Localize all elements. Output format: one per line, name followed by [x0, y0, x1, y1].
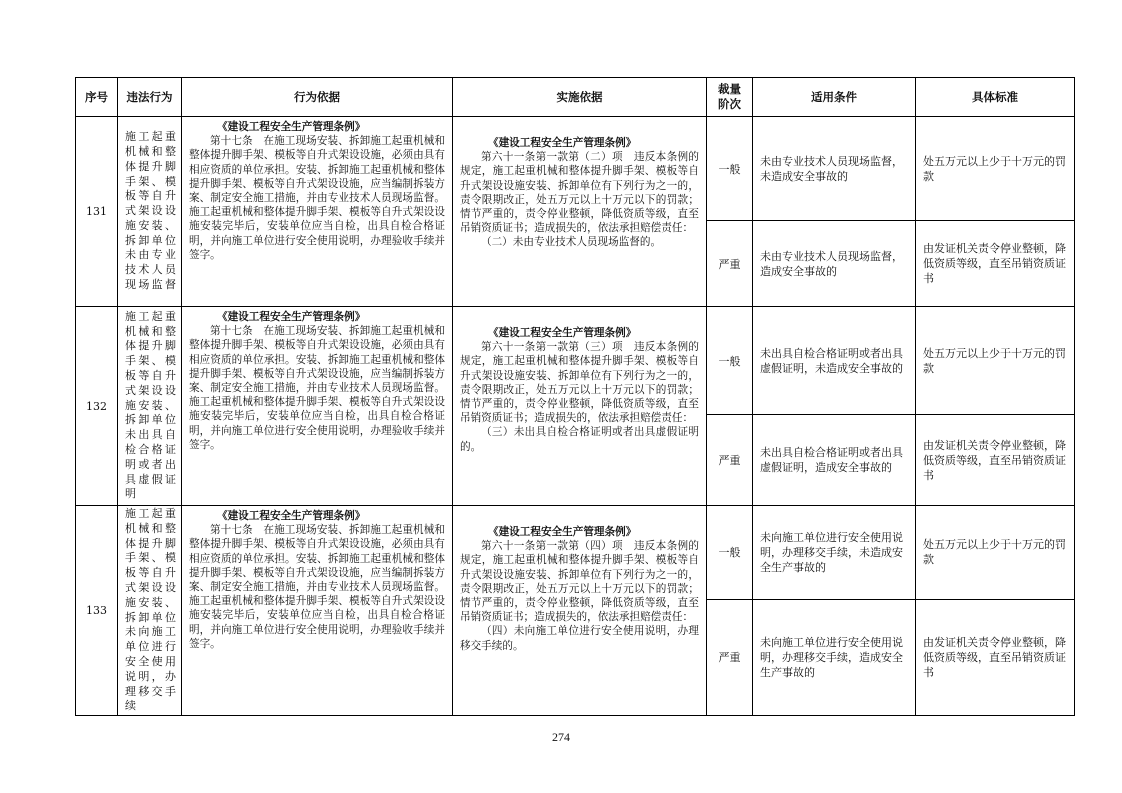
serious-std: 由发证机关责令停业整顿，降低资质等级，直至吊销资质证书 [916, 221, 1075, 307]
basis-law-title: 《建设工程安全生产管理条例》 [217, 311, 366, 323]
basis-law-title: 《建设工程安全生产管理条例》 [217, 121, 366, 133]
general-cond: 未由专业技术人员现场监督，未造成安全事故的 [753, 117, 916, 221]
table-row [76, 307, 1075, 415]
general-std: 处五万元以上少于十万元的罚款 [916, 506, 1075, 600]
header-std: 具体标准 [916, 78, 1075, 117]
general-std: 处五万元以上少于十万元的罚款 [916, 117, 1075, 221]
basis-law-title: 《建设工程安全生产管理条例》 [217, 510, 366, 522]
header-level: 裁量阶次 [707, 78, 753, 117]
basis-text: 第十七条 在施工现场安装、拆卸施工起重机械和整体提升脚手架、模板等自升式架设设施，必须由具有相应资质的单位承担。安装、拆卸施工起重机械和整体提升脚手架、模板等自升式架设设施，应当编制拆装方案、制定安全施工措施，并由专业技术人员现场监督。施工起重机械和整体提升脚手架、模板等自升式架设设施安装完毕后，安装单位应当自检，出具自检合格证明，并向施工单位进行安全使用说明，办理验收手续并签字。 [189, 135, 445, 261]
serious-level: 严重 [707, 221, 753, 307]
row-basis [182, 117, 453, 307]
header-impl: 实施依据 [453, 78, 707, 117]
serious-std: 由发证机关责令停业整顿，降低资质等级，直至吊销资质证书 [916, 599, 1075, 715]
basis-text: 第十七条 在施工现场安装、拆卸施工起重机械和整体提升脚手架、模板等自升式架设设施，必须由具有相应资质的单位承担。安装、拆卸施工起重机械和整体提升脚手架、模板等自升式架设设施，应当编制拆装方案、制定安全施工措施，并由专业技术人员现场监督。施工起重机械和整体提升脚手架、模板等自升式架设设施安装完毕后，安装单位应当自检，出具自检合格证明，并向施工单位进行安全使用说明，办理验收手续并签字。 [189, 325, 445, 451]
impl-text: 第六十一条第一款第（三）项 违反本条例的规定，施工起重机械和整体提升脚手架、模板等自升式架设设施安装、拆卸单位有下列行为之一的，责令限期改正，处五万元以上十万元以下的罚款；情节严重的，责令停业整顿，降低资质等级，直至吊销资质证书；造成损失的，依法承担赔偿责任： [460, 341, 699, 425]
penalty-table [75, 77, 1075, 716]
header-basis: 行为依据 [182, 78, 453, 117]
row-act: 施工起重机械和整体提升脚手架、模板等自升式架设设施安装、拆卸单位未向施工单位进行安全使用说明，办理移交手续 [118, 506, 182, 716]
header-cond: 适用条件 [753, 78, 916, 117]
serious-std: 由发证机关责令停业整顿，降低资质等级，直至吊销资质证书 [916, 415, 1075, 506]
impl-law-title: 《建设工程安全生产管理条例》 [488, 526, 637, 538]
page-number: 274 [552, 730, 570, 744]
row-seq: 131 [76, 117, 118, 307]
row-impl [453, 117, 707, 307]
row-act: 施工起重机械和整体提升脚手架、模板等自升式架设设施安装、拆卸单位未出具自检合格证明或者出具虚假证明 [118, 307, 182, 506]
general-cond: 未出具自检合格证明或者出具虚假证明，未造成安全事故的 [753, 307, 916, 415]
row-impl [453, 307, 707, 506]
impl-law-title: 《建设工程安全生产管理条例》 [488, 137, 637, 149]
general-std: 处五万元以上少于十万元的罚款 [916, 307, 1075, 415]
basis-text: 第十七条 在施工现场安装、拆卸施工起重机械和整体提升脚手架、模板等自升式架设设施，必须由具有相应资质的单位承担。安装、拆卸施工起重机械和整体提升脚手架、模板等自升式架设设施，应当编制拆装方案、制定安全施工措施，并由专业技术人员现场监督。施工起重机械和整体提升脚手架、模板等自升式架设设施安装完毕后，安装单位应当自检，出具自检合格证明，并向施工单位进行安全使用说明，办理验收手续并签字。 [189, 524, 445, 650]
serious-level: 严重 [707, 415, 753, 506]
serious-cond: 未向施工单位进行安全使用说明，办理移交手续，造成安全生产事故的 [753, 599, 916, 715]
general-level: 一般 [707, 117, 753, 221]
serious-cond: 未由专业技术人员现场监督，造成安全事故的 [753, 221, 916, 307]
row-act: 施工起重机械和整体提升脚手架、模板等自升式架设设施安装、拆卸单位未由专业技术人员现场监督 [118, 117, 182, 307]
serious-level: 严重 [707, 599, 753, 715]
row-basis [182, 506, 453, 716]
row-basis [182, 307, 453, 506]
table-row [76, 506, 1075, 600]
impl-item: （三）未出具自检合格证明或者出具虚假证明的。 [460, 426, 699, 453]
header-act: 违法行为 [118, 78, 182, 117]
impl-text: 第六十一条第一款第（二）项 违反本条例的规定，施工起重机械和整体提升脚手架、模板等自升式架设设施安装、拆卸单位有下列行为之一的，责令限期改正，处五万元以上十万元以下的罚款；情节严重的，责令停业整顿，降低资质等级，直至吊销资质证书；造成损失的，依法承担赔偿责任： [460, 151, 699, 235]
general-cond: 未向施工单位进行安全使用说明，办理移交手续，未造成安全生产事故的 [753, 506, 916, 600]
general-level: 一般 [707, 307, 753, 415]
row-seq: 132 [76, 307, 118, 506]
header-row [76, 78, 1075, 117]
impl-item: （四）未向施工单位进行安全使用说明，办理移交手续的。 [460, 625, 699, 652]
row-seq: 133 [76, 506, 118, 716]
header-seq: 序号 [76, 78, 118, 117]
impl-item: （二）未由专业技术人员现场监督的。 [481, 236, 662, 249]
impl-law-title: 《建设工程安全生产管理条例》 [488, 327, 637, 339]
general-level: 一般 [707, 506, 753, 600]
impl-text: 第六十一条第一款第（四）项 违反本条例的规定，施工起重机械和整体提升脚手架、模板等自升式架设设施安装、拆卸单位有下列行为之一的，责令限期改正，处五万元以上十万元以下的罚款；情节严重的，责令停业整顿，降低资质等级，直至吊销资质证书；造成损失的，依法承担赔偿责任： [460, 540, 699, 624]
table-row [76, 117, 1075, 221]
serious-cond: 未出具自检合格证明或者出具虚假证明，造成安全事故的 [753, 415, 916, 506]
row-impl [453, 506, 707, 716]
